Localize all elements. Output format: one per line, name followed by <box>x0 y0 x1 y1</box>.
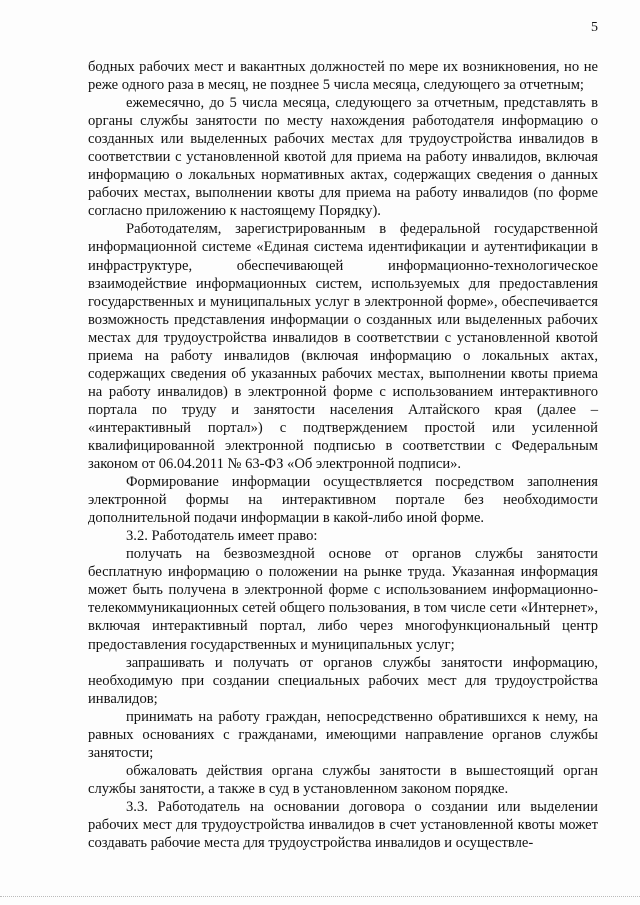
paragraph-right-request: запрашивать и получать от органов службы занятости информацию, необходимую при создании специальных рабочих мест для трудоустройства инвалидов; <box>88 654 598 707</box>
paragraph-right-hire: принимать на работу граждан, непосредственно обратившихся к нему, на равных основаниях с гражданами, имеющими направление органов службы занятости; <box>88 708 598 761</box>
paragraph-monthly-reporting: ежемесячно, до 5 числа месяца, следующего за отчетным, представлять в органы службы занятости по месту нахождения работодателя информацию о созданных или выделенных рабочих местах для трудоустройства инвалидов в соответствии с установленной квотой для приема на работу инвалидов, включая информацию о локальных нормативных актах, содержащих сведения о данных рабочих местах, выполнении квоты для приема на работу инвалидов (по форме согласно приложению к настоящему Порядку). <box>88 95 598 220</box>
page-number: 5 <box>591 20 598 35</box>
page-bottom-edge <box>0 896 640 903</box>
paragraph-section-3-2: 3.2. Работодатель имеет право: <box>126 528 318 545</box>
document-body <box>88 58 598 852</box>
paragraph-electronic-submission: Работодателям, зарегистрированным в федеральной государственной информационной системе «Единая система идентификации и аутентификации в инфраструктуре, обеспечивающей информационно-технологическое взаимодействие информационных систем, используемых для предоставления государственных и муниципальных услуг в электронной форме», обеспечивается возможность представления информации о созданных или выделенных рабочих местах для трудоустройства инвалидов в соответствии с установленной квотой приема на работу инвалидов (включая информацию о локальных актах, содержащих сведения об указанных рабочих местах, выполнении квоты приема на работу инвалидов) в электронной форме с использованием интерактивного портала по труду и занятости населения Алтайского края (далее – «интерактивный портал») с подтверждением простой или усиленной квалифицированной электронной подписью в соответствии с Федеральным законом от 06.04.2011 № 63-ФЗ «Об электронной подписи». <box>88 221 598 473</box>
paragraph-right-appeal: обжаловать действия органа службы занятости в вышестоящий орган службы занятости, а также в суд в установленном законом порядке. <box>88 762 598 797</box>
paragraph-continuation: бодных рабочих мест и вакантных должностей по мере их возникновения, но не реже одного раза в месяц, не позднее 5 числа месяца, следующего за отчетным; <box>88 59 598 94</box>
paragraph-section-3-3: 3.3. Работодатель на основании договора о создании или выделении рабочих мест для трудоустройства инвалидов в счет установленной квоты может создавать рабочие места для трудоустройства инвалидов и осуществле- <box>88 798 598 852</box>
paragraph-right-information: получать на безвозмездной основе от органов службы занятости бесплатную информацию о положении на рынке труда. Указанная информация может быть получена в электронной форме с использованием информационно-телекоммуникационных сетей общего пользования, в том числе сети «Интернет», включая интерактивный портал, либо через многофункциональный центр предоставления государственных и муниципальных услуг; <box>88 546 598 653</box>
paragraph-form-filling: Формирование информации осуществляется посредством заполнения электронной формы на интерактивном портале без необходимости дополнительной подачи информации в какой-либо иной форме. <box>88 474 598 527</box>
